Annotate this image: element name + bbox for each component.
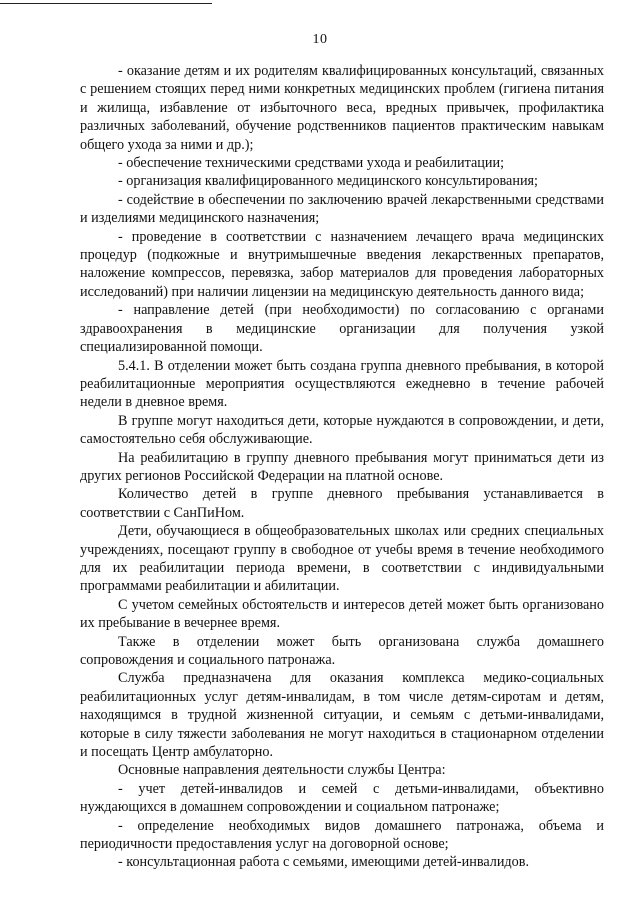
paragraph: Дети, обучающиеся в общеобразовательных школах или средних специальных учреждениях, посещают группу в свободное от учебы время в течение необходимого для их реабилитации периода времени, в соответствии с индивидуальными программами реабилитации и абилитации. (80, 523, 604, 595)
document-body (80, 62, 604, 872)
paragraph: - оказание детям и их родителям квалифицированных консультаций, связанных с решением стоящих перед ними конкретных медицинских проблем (гигиена питания и жилища, избавление от избыточного веса, вредных привычек, профилактика различных заболеваний, обучение родственников пациентов практическим навыкам общего ухода за ними и др.); (80, 63, 604, 153)
paragraph: Количество детей в группе дневного пребывания устанавливается в соответствии с СанПиНом. (80, 486, 604, 521)
paragraph: - направление детей (при необходимости) по согласованию с органами здравоохранения в медицинские организации для получения узкой специализированной помощи. (80, 302, 604, 356)
paragraph: В группе могут находиться дети, которые нуждаются в сопровождении, и дети, самостоятельно себя обслуживающие. (80, 412, 604, 448)
paragraph: Служба предназначена для оказания комплекса медико-социальных реабилитационных услуг детям-инвалидам, в том числе детям-сиротам и детям, находящимся в трудной жизненной ситуации, и семьям с детьми-инвалидами, которые в силу тяжести заболевания не могут находиться в стационарном отделении и посещать Центр амбулаторно. (80, 670, 604, 761)
paragraph: - содействие в обеспечении по заключению врачей лекарственными средствами и изделиями медицинского назначения; (80, 191, 604, 227)
paragraph: - организация квалифицированного медицинского консультирования; (118, 173, 539, 190)
paragraph: - обеспечение техническими средствами ухода и реабилитации; (118, 155, 505, 172)
paragraph: - определение необходимых видов домашнего патронажа, объема и периодичности предоставления услуг на договорной основе; (80, 817, 604, 853)
paragraph: Также в отделении может быть организована служба домашнего сопровождения и социального патронажа. (80, 633, 604, 668)
paragraph: Основные направления деятельности службы Центра: (118, 762, 446, 779)
paragraph: С учетом семейных обстоятельств и интересов детей может быть организовано их пребывание в вечернее время. (80, 596, 604, 632)
paragraph: - учет детей-инвалидов и семей с детьми-инвалидами, объективно нуждающихся в домашнем сопровождении и социальном патронаже; (80, 780, 604, 816)
paragraph: На реабилитацию в группу дневного пребывания могут приниматься дети из других регионов Российской Федерации на платной основе. (80, 449, 604, 484)
paragraph: - проведение в соответствии с назначением лечащего врача медицинских процедур (подкожные и внутримышечные введения лекарственных препаратов, наложение компрессов, перевязка, забор материалов для проведения лабораторных исследований) при наличии лицензии на медицинскую деятельность данного вида; (80, 228, 604, 300)
top-rule (0, 3, 212, 4)
paragraph: - консультационная работа с семьями, имеющими детей-инвалидов. (118, 854, 529, 871)
page-number: 10 (312, 32, 328, 47)
paragraph: 5.4.1. В отделении может быть создана группа дневного пребывания, в которой реабилитационные мероприятия осуществляются ежедневно в течение рабочей недели в дневное время. (80, 357, 604, 411)
